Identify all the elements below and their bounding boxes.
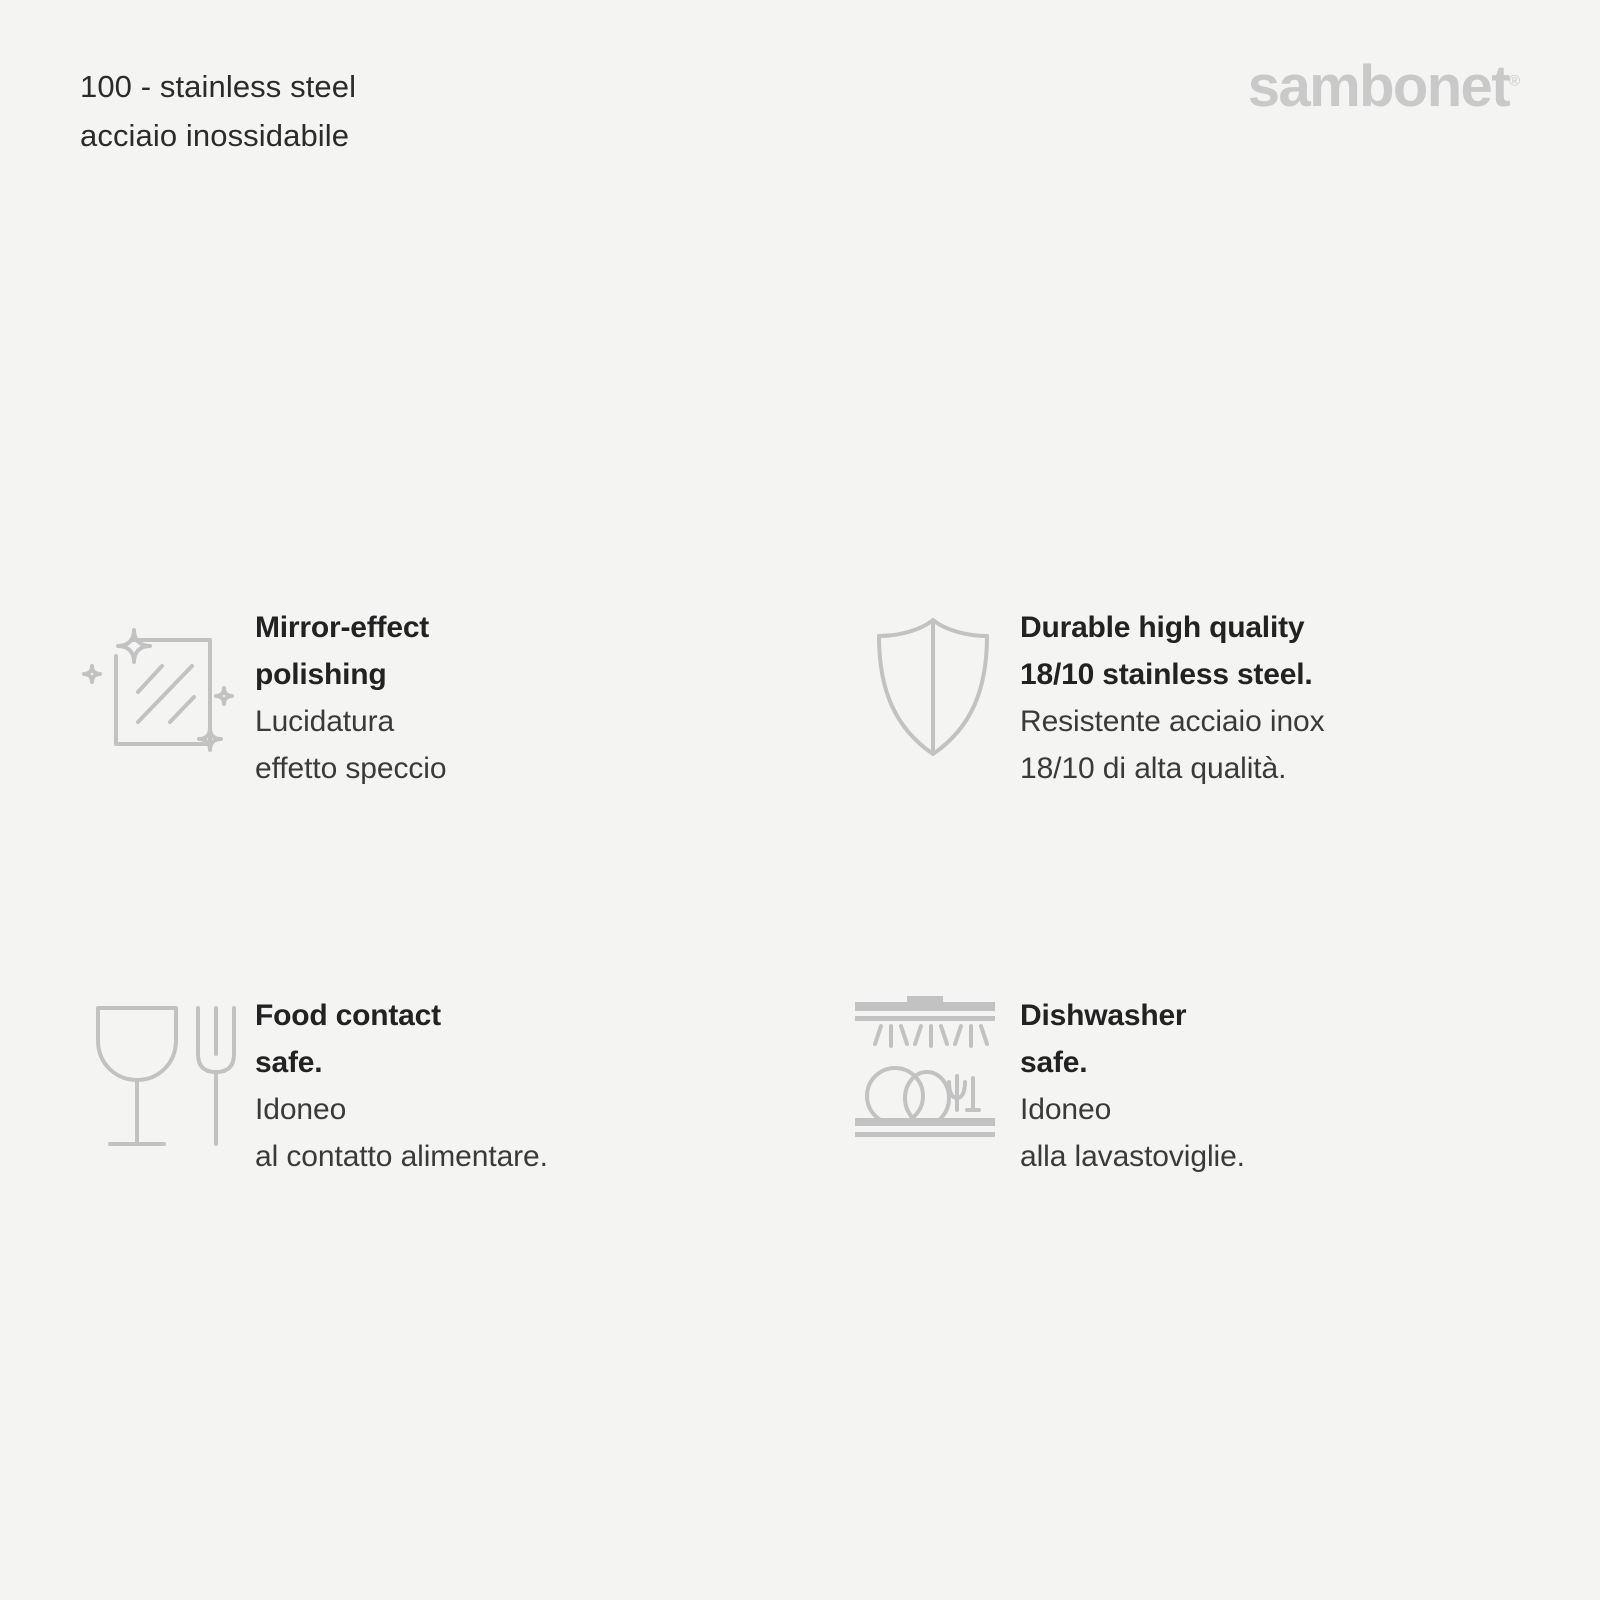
feature-title-line2: 18/10 stainless steel.	[1020, 658, 1313, 691]
brand-logo-text: sambonet	[1247, 54, 1509, 119]
glass-fork-icon	[80, 988, 255, 1158]
feature-sub-line2: effetto speccio	[255, 752, 447, 785]
feature-sub-line2: alla lavastoviglie.	[1020, 1140, 1245, 1173]
header	[80, 54, 1520, 182]
feature-sub-line1: Resistente acciaio inox	[1020, 705, 1325, 738]
feature-title-line1: Mirror-effect	[255, 611, 430, 644]
feature-sub-line1: Lucidatura	[255, 705, 395, 738]
shield-icon	[845, 600, 1020, 770]
feature-text-durable-steel	[1020, 600, 1325, 792]
feature-sub-line1: Idoneo	[255, 1093, 347, 1126]
feature-text-food-contact	[255, 988, 548, 1180]
feature-item-mirror-polish	[80, 600, 765, 792]
feature-item-durable-steel	[845, 600, 1530, 792]
page-title-line1: 100 - stainless steel	[80, 69, 357, 104]
brand-logo	[1247, 54, 1520, 119]
feature-sub-line2: al contatto alimentare.	[255, 1140, 548, 1173]
feature-item-dishwasher	[845, 988, 1530, 1180]
feature-title-line1: Food contact	[255, 999, 441, 1032]
feature-title-line2: polishing	[255, 658, 387, 691]
mirror-polish-icon	[80, 600, 255, 770]
feature-text-dishwasher	[1020, 988, 1245, 1180]
feature-text-mirror-polish	[255, 600, 446, 792]
feature-title-line1: Durable high quality	[1020, 611, 1305, 644]
feature-title-line2: safe.	[255, 1046, 323, 1079]
feature-item-food-contact	[80, 988, 765, 1180]
feature-sub-line2: 18/10 di alta qualità.	[1020, 752, 1287, 785]
page-title-line2: acciaio inossidabile	[80, 118, 350, 153]
feature-grid	[80, 600, 1530, 1180]
feature-sub-line1: Idoneo	[1020, 1093, 1112, 1126]
feature-title-line1: Dishwasher	[1020, 999, 1187, 1032]
brand-registered-mark: ®	[1508, 72, 1520, 90]
feature-title-line2: safe.	[1020, 1046, 1088, 1079]
dishwasher-icon	[845, 988, 1020, 1158]
